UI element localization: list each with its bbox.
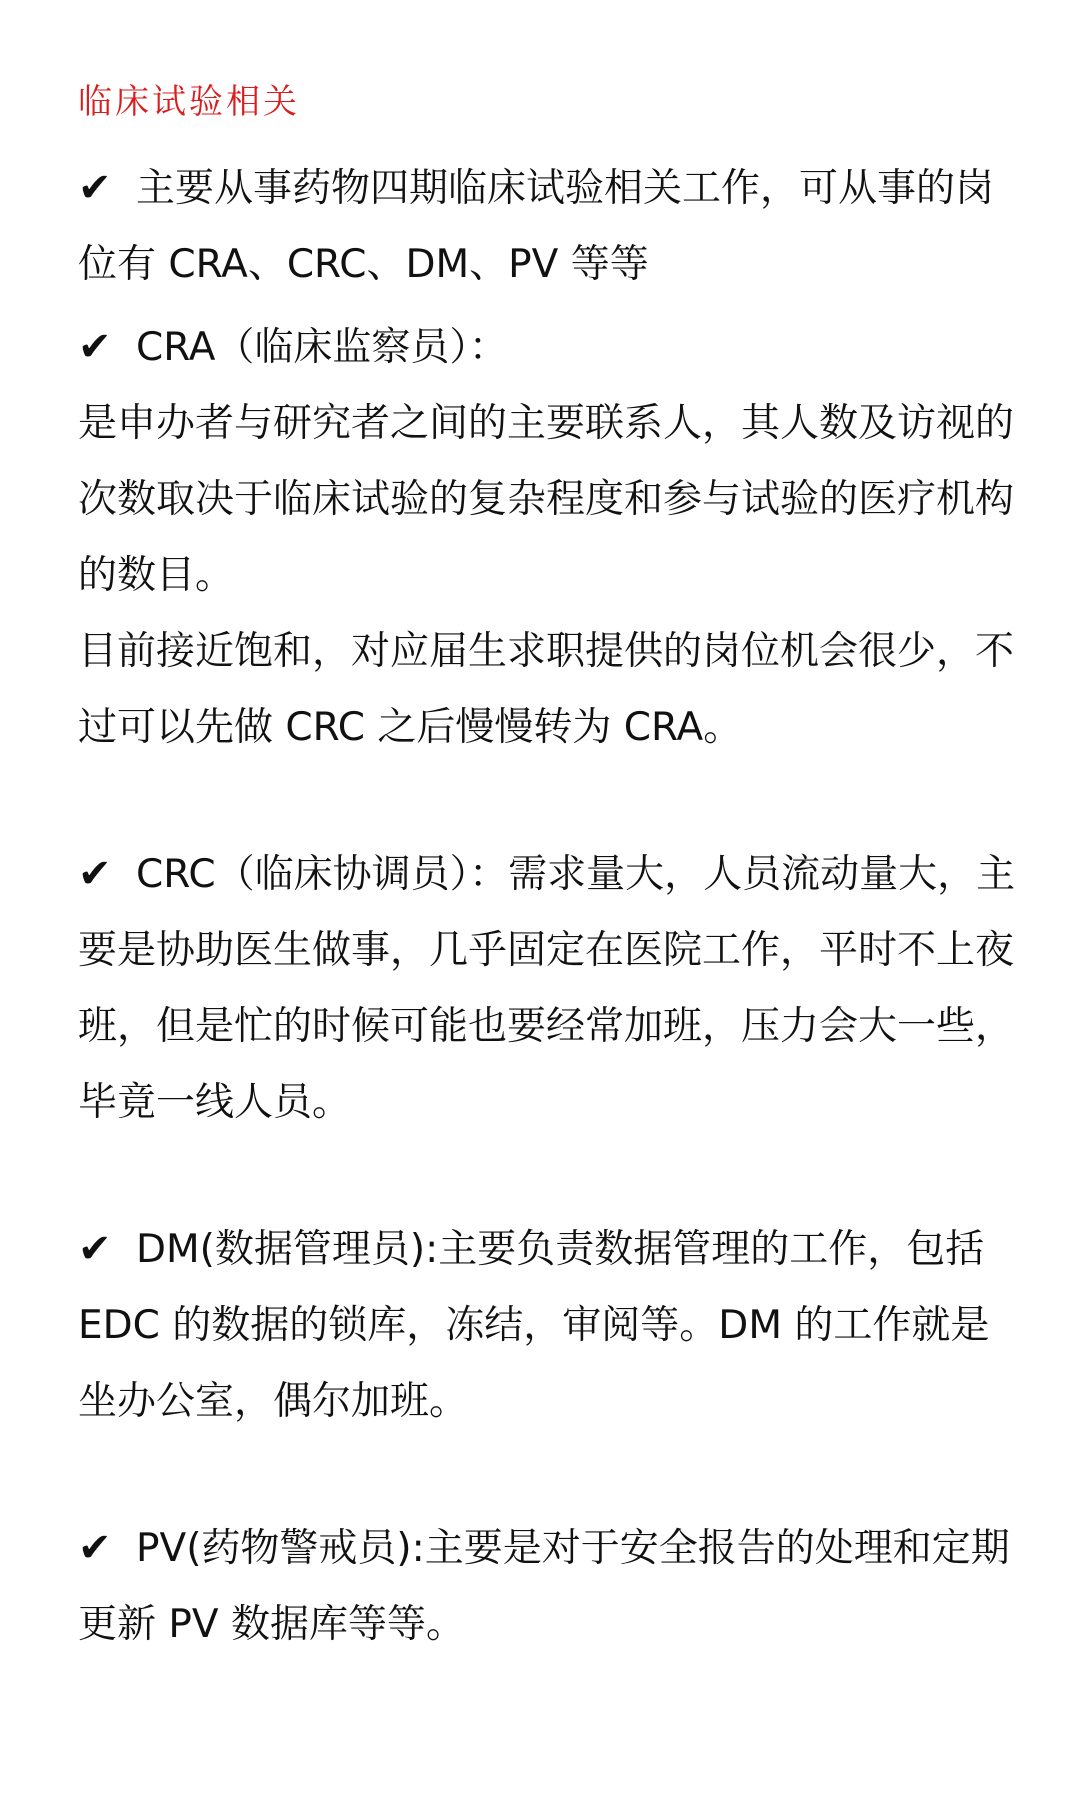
check-icon: ✔ xyxy=(78,324,112,370)
paragraph-text: 主要从事药物四期临床试验相关工作，可从事的岗位有 CRA、CRC、DM、PV 等等 xyxy=(78,166,995,287)
paragraph-text: CRA（临床监察员）： xyxy=(136,325,508,370)
paragraph xyxy=(78,1211,1020,1440)
paragraph-text: DM(数据管理员):主要负责数据管理的工作，包括 EDC 的数据的锁库，冻结，审阅等。DM 的工作就是坐办公室，偶尔加班。 xyxy=(78,1227,990,1424)
check-icon: ✔ xyxy=(78,851,112,897)
paragraph-text: CRC（临床协调员）：需求量大，人员流动量大，主要是协助医生做事，几乎固定在医院工作，平时不上夜班，但是忙的时候可能也要经常加班，压力会大一些，毕竟一线人员。 xyxy=(78,852,1016,1125)
section-crc xyxy=(78,836,1020,1141)
paragraph xyxy=(78,836,1020,1141)
paragraph xyxy=(78,1510,1020,1663)
section-heading xyxy=(78,309,1020,386)
check-icon: ✔ xyxy=(78,1226,112,1272)
section-dm xyxy=(78,1211,1020,1440)
paragraph-text: PV(药物警戒员):主要是对于安全报告的处理和定期更新 PV 数据库等等。 xyxy=(78,1526,1010,1647)
section-intro xyxy=(78,150,1020,303)
paragraph: 是申办者与研究者之间的主要联系人，其人数及访视的次数取决于临床试验的复杂程度和参与试验的医疗机构的数目。 xyxy=(78,401,1015,598)
paragraph: 目前接近饱和，对应届生求职提供的岗位机会很少，不过可以先做 CRC 之后慢慢转为 CRA。 xyxy=(78,629,1015,750)
check-icon: ✔ xyxy=(78,1525,112,1571)
check-icon: ✔ xyxy=(78,165,112,211)
section-pv xyxy=(78,1510,1020,1663)
paragraph xyxy=(78,150,1020,303)
section-cra xyxy=(78,309,1020,766)
page-title: 临床试验相关 xyxy=(78,82,300,122)
